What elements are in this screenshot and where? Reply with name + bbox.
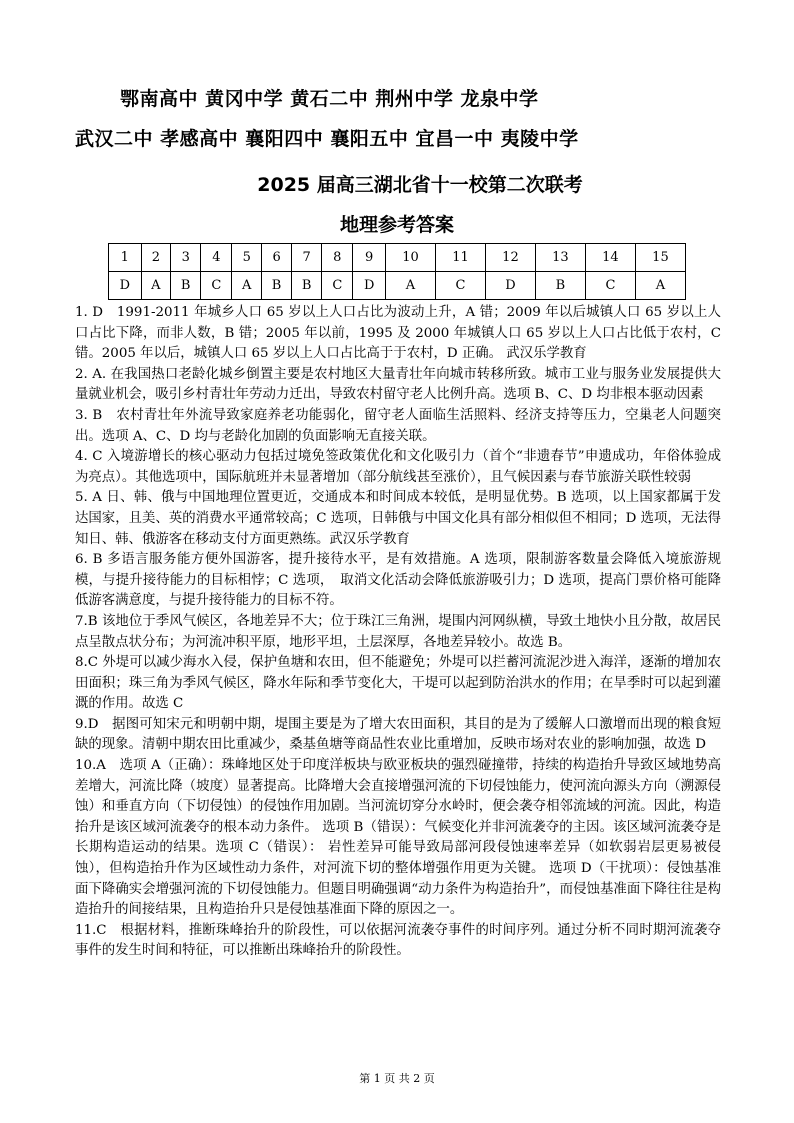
subject-title: 地理参考答案 — [339, 214, 454, 236]
question-number-cell: 8 — [322, 244, 353, 272]
question-number-cell: 6 — [262, 244, 292, 272]
answer-table — [108, 243, 686, 300]
question-number-row — [109, 244, 686, 272]
question-number-cell: 1 — [109, 244, 142, 272]
question-number-cell: 5 — [232, 244, 262, 272]
question-number-cell: 9 — [353, 244, 386, 272]
answer-cell: C — [435, 272, 485, 300]
answer-cell: A — [141, 272, 171, 300]
explanation-paragraph: 2. A. 在我国热口老龄化城乡倒置主要是农村地区大量青壮年向城市转移所致。城市工业与服务业发展提供大量就业机会，吸引乡村青壮年劳动力迁出，导致农村留守老人比例升高。选项 B、C、D 均非根本驱动因素 — [75, 366, 721, 403]
explanation-paragraph: 6. B 多语言服务能方便外国游客，提升接待水平，是有效措施。A 选项，限制游客数量会降低入境旅游规模，与提升接待能力的目标相悖；C 选项， 取消文化活动会降低旅游吸引力；D 选项，提高门票价格可能降低游客满意度，与提升接待能力的目标不符。 — [75, 552, 721, 609]
exam-title: 2025 届高三湖北省十一校第二次联考 — [257, 174, 583, 196]
answer-cell: D — [485, 272, 535, 300]
question-number-cell: 14 — [585, 244, 635, 272]
answer-cell: C — [322, 272, 353, 300]
answer-cell: C — [585, 272, 635, 300]
question-number-cell: 2 — [141, 244, 171, 272]
answer-cell: D — [109, 272, 142, 300]
answer-cell: D — [353, 272, 386, 300]
question-number-cell: 4 — [201, 244, 232, 272]
answer-cell: A — [635, 272, 685, 300]
answer-cell: B — [262, 272, 292, 300]
question-number-cell: 13 — [535, 244, 585, 272]
question-number-cell: 15 — [635, 244, 685, 272]
answer-row — [109, 272, 686, 300]
explanation-paragraph: 7.B 该地位于季风气候区，各地差异不大；位于珠江三角洲，堤围内河网纵横，导致土地快小且分散，故居民点呈散点状分布；为河流冲积平原，地形平坦，土层深厚，各地差异较小。故选 B。 — [75, 613, 721, 650]
explanation-paragraph: 5. A 日、韩、俄与中国地理位置更近，交通成本和时间成本较低，是明显优势。B 选项，以上国家都属于发达国家，且美、英的消费水平通常较高；C 选项，日韩俄与中国文化具有部分相似但不相同；D 选项，无法得知日、韩、俄游客在移动支付方面更熟练。武汉乐学教育 — [75, 490, 721, 547]
question-number-cell: 7 — [292, 244, 322, 272]
question-number-cell: 3 — [171, 244, 201, 272]
explanation-paragraph: 10.A 选项 A（正确）：珠峰地区处于印度洋板块与欧亚板块的强烈碰撞带，持续的构造抬升导致区域地势高差增大，河流比降（坡度）显著提高。比降增大会直接增强河流的下切侵蚀能力，使河流向源头方向（溯源侵蚀）和垂直方向（下切侵蚀）的侵蚀作用加剧。当河流切穿分水岭时，便会袭夺相邻流域的河流。因此，构造抬升是该区域河流袭夺的根本动力条件。 选项 B（错误）：气候变化并非河流袭夺的主因。该区域河流袭夺是长期构造运动的结果。选项 C（错误）： 岩性差异可能导致局部河段侵蚀速率差异（如软弱岩层更易被侵蚀），但构造抬升作为区域性动力条件，对河流下切的整体增强作用更为关键。 选项 D（干扰项）：侵蚀基准面下降确实会增强河流的下切侵蚀能力。但题目明确强调“动力条件为构造抬升”，而侵蚀基准面下降往往是构造抬升的间接结果，且构造抬升只是侵蚀基准面下降的原因之一。 — [75, 758, 721, 918]
answer-cell: A — [232, 272, 262, 300]
explanation-paragraph: 3. B 农村青壮年外流导致家庭养老功能弱化，留守老人面临生活照料、经济支持等压力，空巢老人问题突出。选项 A、C、D 均与老龄化加剧的负面影响无直接关联。 — [75, 407, 721, 444]
question-number-cell: 12 — [485, 244, 535, 272]
explanation-paragraph: 11.C 根据材料，推断珠峰抬升的阶段性，可以依据河流袭夺事件的时间序列。通过分析不同时期河流袭夺事件的发生时间和特征，可以推断出珠峰抬升的阶段性。 — [75, 922, 721, 959]
answer-cell: C — [201, 272, 232, 300]
answer-cell: B — [171, 272, 201, 300]
explanation-paragraph: 1. D 1991-2011 年城乡人口 65 岁以上人口占比为波动上升，A 错；2009 年以后城镇人口 65 岁以上人口占比下降，而非人数，B 错；2005 年以前，1995 及 2000 年城镇人口 65 岁以上人口占比低于农村，C 错。2005 年以后，城镇人口 65 岁以上人口占比高于于农村，D 正确。 武汉乐学教育 — [75, 305, 721, 362]
question-number-cell: 10 — [385, 244, 435, 272]
answer-cell: B — [535, 272, 585, 300]
question-number-cell: 11 — [435, 244, 485, 272]
explanation-paragraph: 9.D 据图可知宋元和明朝中期，堤围主要是为了增大农田面积，其目的是为了缓解人口激增而出现的粮食短缺的现象。清朝中期农田比重减少，桑基鱼塘等商品性农业比重增加，反映市场对农业的影响加强，故选 D — [75, 716, 721, 753]
explanation-paragraph: 8.C 外堤可以减少海水入侵，保护鱼塘和农田，但不能避免；外堤可以拦蓄河流泥沙进入海洋，逐渐的增加农田面积；珠三角为季风气候区，降水年际和季节变化大，干堤可以起到防治洪水的作用；在旱季时可以起到灌溉的作用。故选 C — [75, 655, 721, 712]
answer-cell: A — [385, 272, 435, 300]
schools-line-2: 武汉二中 孝感高中 襄阳四中 襄阳五中 宜昌一中 夷陵中学 — [75, 128, 579, 150]
page-number: 第 1 页 共 2 页 — [359, 1072, 435, 1085]
answer-cell: B — [292, 272, 322, 300]
schools-line-1: 鄂南高中 黄冈中学 黄石二中 荆州中学 龙泉中学 — [120, 88, 539, 110]
explanation-paragraph: 4. C 入境游增长的核心驱动力包括过境免签政策优化和文化吸引力（首个“非遗春节”申遗成功，年俗体验成为亮点）。其他选项中，国际航班并未显著增加（部分航线甚至涨价），且气候因素与春节旅游关联性较弱 — [75, 449, 721, 485]
explanations — [75, 303, 721, 962]
